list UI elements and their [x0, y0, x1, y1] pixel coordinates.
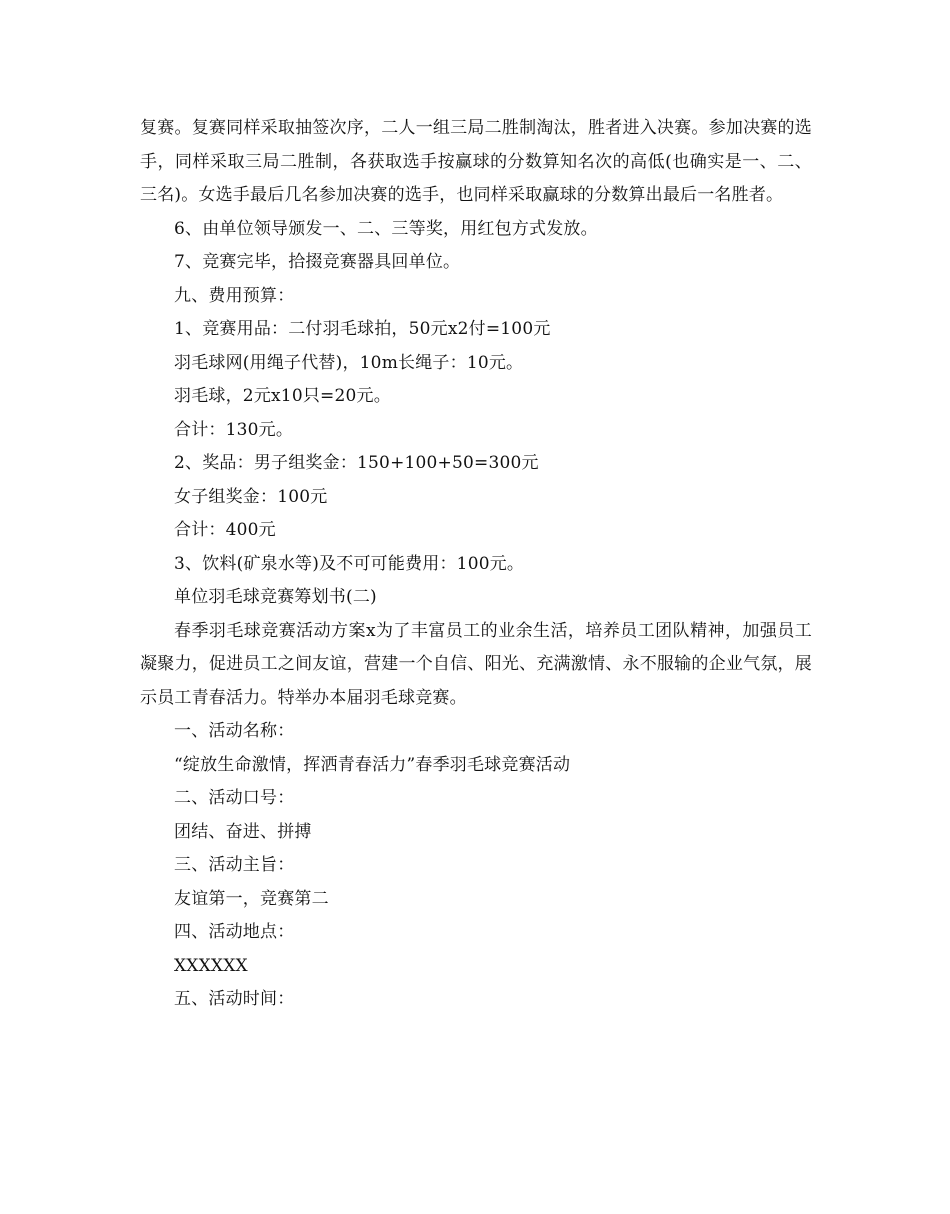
section-heading-time: 五、活动时间：	[174, 989, 295, 1009]
paragraph-rematch-rules: 复赛。复赛同样采取抽签次序，二人一组三局二胜制淘汰，胜者进入决赛。参加决赛的选手，同样采取三局二胜制，各获取选手按赢球的分数算知名次的高低(也确实是一、二、三名)。女选手最后几名参加决赛的选手，也同样采取赢球的分数算出最后一名胜者。	[140, 118, 812, 205]
paragraph-item-6: 6、由单位领导颁发一、二、三等奖，用红包方式发放。	[174, 218, 598, 239]
budget-line-net: 羽毛球网(用绳子代替)，10m长绳子：10元。	[174, 352, 524, 373]
budget-line-equipment: 1、竞赛用品：二付羽毛球拍，50元x2付=100元	[174, 319, 551, 339]
budget-line-shuttlecock: 羽毛球，2元x10只=20元。	[174, 386, 391, 406]
paragraph-item-7: 7、竞赛完毕，拾掇竞赛器具回单位。	[174, 252, 461, 272]
purpose-value: 友谊第一，竞赛第二	[174, 888, 329, 909]
budget-line-women-prize: 女子组奖金：100元	[174, 486, 328, 507]
budget-line-men-prize: 2、奖品：男子组奖金：150+100+50=300元	[174, 453, 539, 473]
budget-line-drinks: 3、饮料(矿泉水等)及不可可能费用：100元。	[174, 553, 525, 574]
section-heading-location: 四、活动地点：	[174, 922, 295, 942]
slogan-value: 团结、奋进、拼搏	[174, 821, 312, 842]
budget-subtotal-1: 合计：130元。	[174, 419, 294, 440]
location-value: XXXXXX	[174, 955, 248, 976]
paragraph-intro: 春季羽毛球竞赛活动方案x为了丰富员工的业余生活，培养员工团队精神，加强员工凝聚力，促进员工之间友谊，营建一个自信、阳光、充满激情、永不服输的企业气氛，展示员工青春活力。特举办本届羽毛球竞赛。	[140, 620, 812, 708]
budget-subtotal-2: 合计：400元	[174, 520, 276, 540]
activity-name-value: “绽放生命激情，挥洒青春活力”春季羽毛球竞赛活动	[174, 754, 571, 775]
document-body	[140, 112, 812, 1017]
section-heading-budget: 九、费用预算：	[174, 285, 295, 306]
section-heading-slogan: 二、活动口号：	[174, 788, 295, 808]
section-heading-purpose: 三、活动主旨：	[174, 855, 295, 875]
document-subtitle: 单位羽毛球竞赛筹划书(二)	[174, 587, 377, 607]
section-heading-activity-name: 一、活动名称：	[174, 721, 295, 741]
